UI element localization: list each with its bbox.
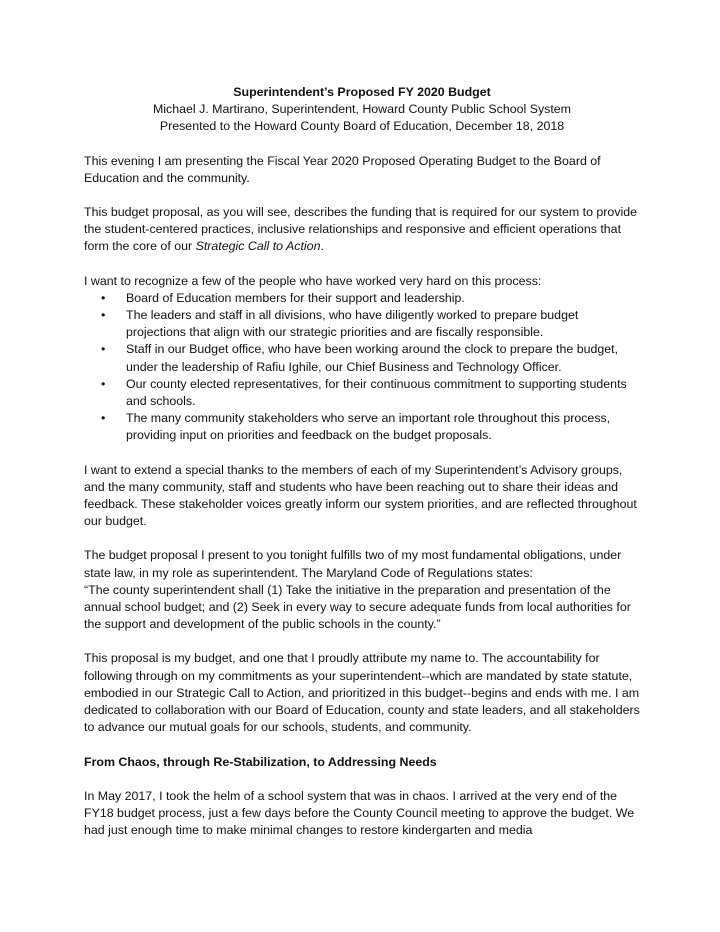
paragraph-budget-proposal: [84, 204, 640, 256]
bullet-glyph: •: [101, 376, 106, 391]
paragraph-recognition-intro: I want to recognize a few of the people who have worked very hard on this process:: [84, 273, 542, 288]
paragraph-budget-proposal-text: This budget proposal, as you will see, describes the funding that is required for our system to provide the student-centered practices, inclusive relationships and responsive and efficient operations that form the core of our: [84, 205, 638, 254]
bullet-glyph: •: [101, 411, 106, 426]
author-line: Michael J. Martirano, Superintendent, Howard County Public School System: [152, 102, 572, 117]
paragraph-obligations: The budget proposal I present to you tonight fulfills two of my most fundamental obligations, under state law, in my role as superintendent. The Maryland Code of Regulations states:: [84, 548, 622, 580]
strategic-call-italic: Strategic Call to Action: [195, 239, 321, 254]
section-heading: From Chaos, through Re-Stabilization, to Addressing Needs: [84, 754, 437, 769]
paragraph-budget-proposal-end: .: [320, 239, 324, 254]
document-title: Superintendent’s Proposed FY 2020 Budget: [233, 85, 491, 99]
list-item: [84, 307, 640, 341]
list-item-text: Staff in our Budget office, who have been working around the clock to prepare the budget, under the leadership of Rafiu Ighile, our Chief Business and Technology Officer.: [126, 342, 619, 374]
paragraph-may-2017: In May 2017, I took the helm of a school system that was in chaos. I arrived at the very end of the FY18 budget process, just a few days before the County Council meeting to approve the budget. We had just enough time to make minimal changes to restore kindergarten and media: [84, 788, 635, 838]
paragraph-opening: This evening I am presenting the Fiscal Year 2020 Proposed Operating Budget to the Board of Education and the community.: [84, 153, 601, 185]
list-item: [84, 341, 640, 375]
paragraph-special-thanks: I want to extend a special thanks to the members of each of my Superintendent’s Advisory groups, and the many community, staff and students who have been reaching out to share their ideas and feedback. These stakeholder voices greatly inform our system priorities, and are reflected throughout our budget.: [84, 462, 637, 529]
bullet-glyph: •: [101, 308, 106, 323]
recognition-list: [84, 290, 640, 445]
paragraph-regulation-quote: “The county superintendent shall (1) Take the initiative in the preparation and presentation of the annual school budget; and (2) Seek in every way to secure adequate funds from local authorities for the support and development of the public schools in the county.”: [84, 582, 631, 632]
bullet-glyph: •: [101, 342, 106, 357]
list-item-text: The leaders and staff in all divisions, who have diligently worked to prepare budget projections that align with our strategic priorities and are fiscally responsible.: [126, 308, 579, 340]
paragraph-accountability: This proposal is my budget, and one that I proudly attribute my name to. The accountability for following through on my commitments as your superintendent--which are mandated by state statute, embodied in our Strategic Call to Action, and prioritized in this budget--begins and ends with me. I am dedicated to collaboration with our Board of Education, county and state leaders, and all stakeholders to advance our mutual goals for our schools, students, and community.: [84, 651, 640, 735]
list-item: [84, 410, 640, 444]
document-page: [84, 84, 640, 839]
list-item: [84, 290, 640, 307]
list-item: [84, 376, 640, 410]
bullet-glyph: •: [101, 290, 106, 305]
list-item-text: Board of Education members for their support and leadership.: [126, 290, 465, 305]
list-item-text: The many community stakeholders who serve an important role throughout this process, providing input on priorities and feedback on the budget proposals.: [126, 411, 611, 443]
list-item-text: Our county elected representatives, for their continuous commitment to supporting students and schools.: [126, 376, 627, 409]
presented-line: Presented to the Howard County Board of Education, December 18, 2018: [159, 119, 565, 134]
